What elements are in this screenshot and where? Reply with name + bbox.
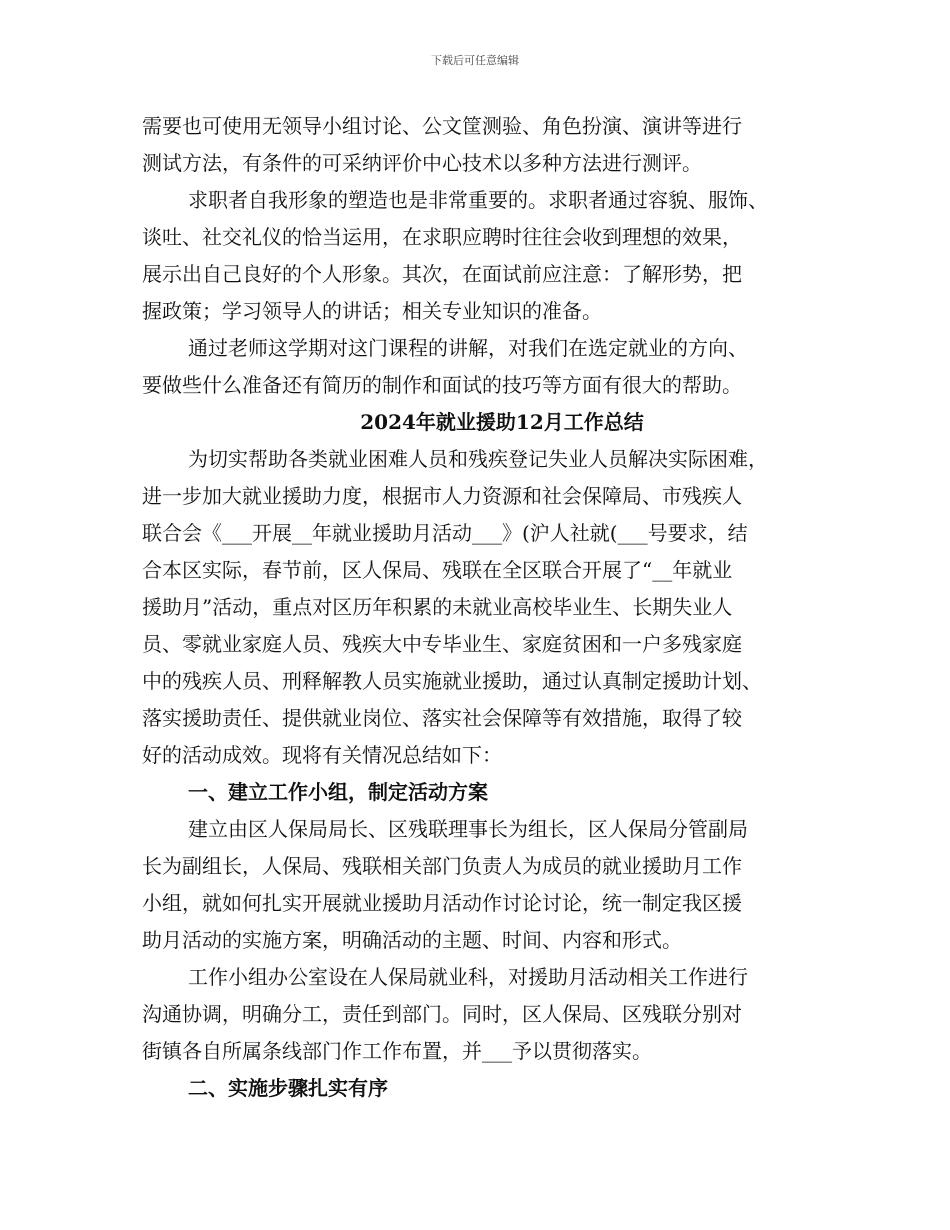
text-line: 握政策；学习领导人的讲话；相关专业知识的准备。 [142, 299, 602, 323]
text-line: 工作小组办公室设在人保局就业科，对援助月活动相关工作进行 [188, 965, 748, 989]
text-line: 联合会《___开展__年就业援助月活动___》(沪人社就(___号要求，结 [142, 521, 748, 545]
intro-paragraph [142, 441, 842, 774]
text-line: 通过老师这学期对这门课程的讲解，对我们在选定就业的方向、 [188, 336, 748, 360]
section-heading: 一、建立工作小组，制定活动方案 [188, 780, 488, 804]
text-line: 援助月”活动，重点对区历年积累的未就业高校毕业生、长期失业人 [142, 595, 733, 619]
paragraph [142, 182, 842, 330]
text-line: 好的活动成效。现将有关情况总结如下： [142, 743, 502, 767]
text-line: 为切实帮助各类就业困难人员和残疾登记失业人员解决实际困难， [188, 447, 768, 471]
paragraph [142, 811, 842, 959]
text-line: 合本区实际，春节前，区人保局、残联在全区联合开展了“__年就业 [142, 558, 733, 582]
text-line: 需要也可使用无领导小组讨论、公文筐测验、角色扮演、演讲等进行 [142, 114, 742, 138]
text-line: 中的残疾人员、刑释解教人员实施就业援助，通过认真制定援助计划、 [142, 669, 762, 693]
page-header: 下载后可任意编辑 [431, 54, 519, 67]
paragraph [142, 108, 842, 182]
text-line: 小组，就如何扎实开展就业援助月活动作讨论讨论，统一制定我区援 [142, 891, 742, 915]
section-heading: 二、实施步骤扎实有序 [188, 1076, 388, 1100]
text-line: 员、零就业家庭人员、残疾大中专毕业生、家庭贫困和一户多残家庭 [142, 632, 742, 656]
paragraph [142, 330, 842, 404]
document-title: 2024年就业援助12月工作总结 [360, 410, 644, 434]
text-line: 求职者自我形象的塑造也是非常重要的。求职者通过容貌、服饰、 [188, 188, 768, 212]
text-line: 助月活动的实施方案，明确活动的主题、时间、内容和形式。 [142, 928, 682, 952]
text-line: 测试方法，有条件的可采纳评价中心技术以多种方法进行测评。 [142, 151, 702, 175]
text-line: 展示出自己良好的个人形象。其次，在面试前应注意：了解形势，把 [142, 262, 742, 286]
text-line: 长为副组长，人保局、残联相关部门负责人为成员的就业援助月工作 [142, 854, 742, 878]
text-line: 街镇各自所属条线部门作工作布置，并___予以贯彻落实。 [142, 1039, 652, 1063]
text-line: 落实援助责任、提供就业岗位、落实社会保障等有效措施，取得了较 [142, 706, 742, 730]
text-line: 进一步加大就业援助力度，根据市人力资源和社会保障局、市残疾人 [142, 484, 742, 508]
text-line: 谈吐、社交礼仪的恰当运用，在求职应聘时往往会收到理想的效果， [142, 225, 742, 249]
text-line: 要做些什么准备还有简历的制作和面试的技巧等方面有很大的帮助。 [142, 373, 742, 397]
text-line: 沟通协调，明确分工，责任到部门。同时，区人保局、区残联分别对 [142, 1002, 742, 1026]
text-line: 建立由区人保局局长、区残联理事长为组长，区人保局分管副局 [188, 817, 748, 841]
paragraph [142, 959, 842, 1070]
document-body [142, 108, 842, 1107]
